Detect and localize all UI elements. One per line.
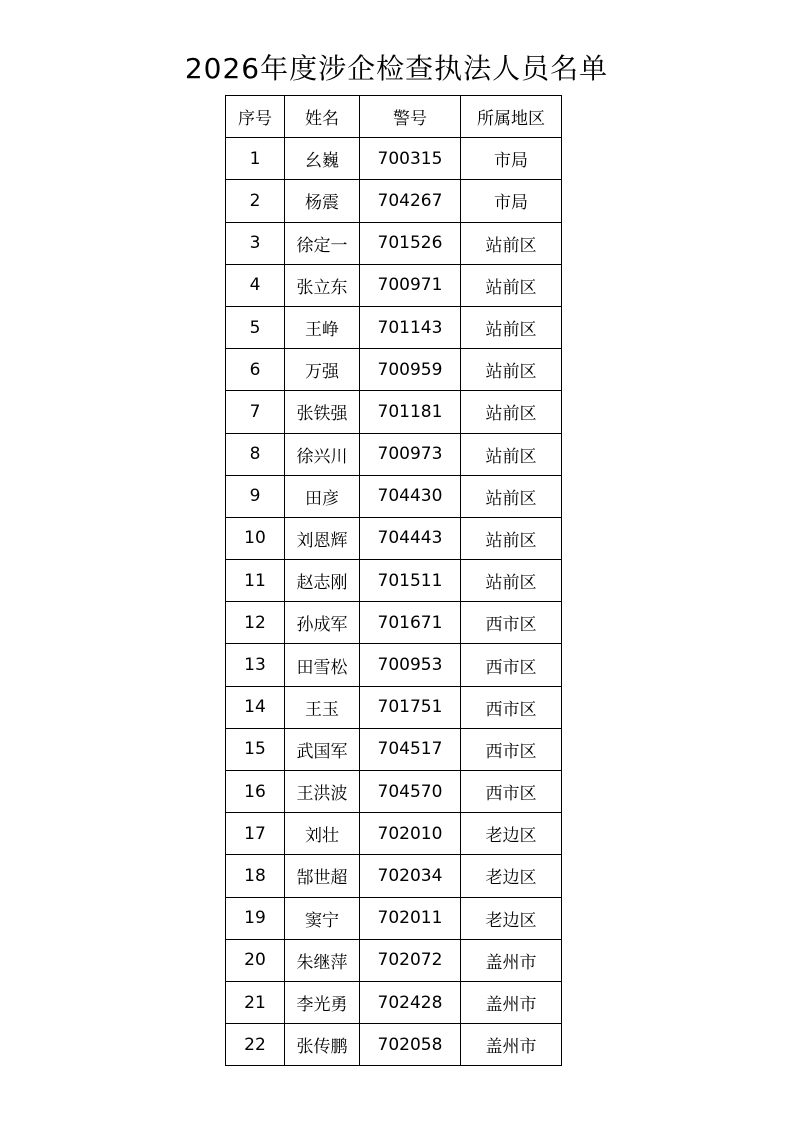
cell-name: 王洪波 [285,771,360,813]
cell-index: 22 [226,1024,285,1066]
cell-badge: 700959 [360,349,461,391]
table-row [226,686,562,728]
cell-badge: 700973 [360,433,461,475]
cell-index: 10 [226,517,285,559]
cell-name: 孙成军 [285,602,360,644]
cell-index: 5 [226,306,285,348]
cell-index: 2 [226,180,285,222]
cell-badge: 702058 [360,1024,461,1066]
cell-area: 站前区 [461,391,562,433]
table-row [226,475,562,517]
cell-badge: 700953 [360,644,461,686]
header-area: 所属地区 [461,96,562,138]
cell-area: 站前区 [461,349,562,391]
cell-name: 幺巍 [285,138,360,180]
cell-name: 徐兴川 [285,433,360,475]
cell-index: 9 [226,475,285,517]
cell-index: 15 [226,728,285,770]
table-row [226,897,562,939]
table-row [226,981,562,1023]
cell-name: 田彦 [285,475,360,517]
cell-name: 张铁强 [285,391,360,433]
table-row [226,306,562,348]
cell-index: 21 [226,981,285,1023]
header-index: 序号 [226,96,285,138]
cell-area: 西市区 [461,728,562,770]
cell-name: 郜世超 [285,855,360,897]
table-row [226,728,562,770]
cell-area: 站前区 [461,264,562,306]
cell-index: 4 [226,264,285,306]
cell-area: 站前区 [461,560,562,602]
table-header-row [226,96,562,138]
table-row [226,602,562,644]
cell-name: 万强 [285,349,360,391]
table-row [226,138,562,180]
cell-area: 老边区 [461,897,562,939]
cell-badge: 704267 [360,180,461,222]
cell-badge: 702072 [360,939,461,981]
table-row [226,644,562,686]
cell-area: 市局 [461,138,562,180]
cell-index: 16 [226,771,285,813]
cell-name: 赵志刚 [285,560,360,602]
cell-name: 田雪松 [285,644,360,686]
cell-name: 李光勇 [285,981,360,1023]
cell-badge: 701526 [360,222,461,264]
cell-area: 西市区 [461,771,562,813]
cell-badge: 702428 [360,981,461,1023]
cell-badge: 702010 [360,813,461,855]
cell-name: 张传鹏 [285,1024,360,1066]
cell-name: 张立东 [285,264,360,306]
cell-name: 刘恩辉 [285,517,360,559]
cell-name: 武国军 [285,728,360,770]
table-row [226,1024,562,1066]
table-row [226,771,562,813]
cell-badge: 701181 [360,391,461,433]
cell-badge: 702034 [360,855,461,897]
cell-index: 11 [226,560,285,602]
cell-badge: 704570 [360,771,461,813]
cell-name: 朱继萍 [285,939,360,981]
cell-name: 窦宁 [285,897,360,939]
document-title: 2026年度涉企检查执法人员名单 [184,52,609,85]
cell-badge: 704430 [360,475,461,517]
cell-area: 站前区 [461,306,562,348]
header-badge: 警号 [360,96,461,138]
table-row [226,222,562,264]
cell-name: 杨震 [285,180,360,222]
cell-area: 盖州市 [461,939,562,981]
table-row [226,391,562,433]
cell-area: 站前区 [461,517,562,559]
cell-index: 20 [226,939,285,981]
cell-badge: 701511 [360,560,461,602]
cell-area: 盖州市 [461,981,562,1023]
table-row [226,180,562,222]
cell-badge: 704517 [360,728,461,770]
table-row [226,517,562,559]
table-row [226,939,562,981]
cell-index: 14 [226,686,285,728]
cell-area: 盖州市 [461,1024,562,1066]
cell-area: 老边区 [461,855,562,897]
cell-name: 徐定一 [285,222,360,264]
cell-area: 市局 [461,180,562,222]
cell-area: 站前区 [461,433,562,475]
cell-badge: 701671 [360,602,461,644]
cell-area: 站前区 [461,222,562,264]
cell-name: 王峥 [285,306,360,348]
table-row [226,349,562,391]
header-name: 姓名 [285,96,360,138]
cell-badge: 704443 [360,517,461,559]
cell-area: 老边区 [461,813,562,855]
cell-area: 站前区 [461,475,562,517]
cell-badge: 700315 [360,138,461,180]
cell-badge: 701751 [360,686,461,728]
cell-badge: 701143 [360,306,461,348]
cell-name: 王玉 [285,686,360,728]
table-row [226,264,562,306]
cell-area: 西市区 [461,686,562,728]
cell-index: 7 [226,391,285,433]
cell-badge: 702011 [360,897,461,939]
cell-index: 8 [226,433,285,475]
cell-badge: 700971 [360,264,461,306]
table-row [226,433,562,475]
cell-index: 13 [226,644,285,686]
cell-index: 19 [226,897,285,939]
cell-index: 18 [226,855,285,897]
cell-index: 17 [226,813,285,855]
cell-area: 西市区 [461,602,562,644]
cell-name: 刘壮 [285,813,360,855]
table-row [226,560,562,602]
cell-index: 3 [226,222,285,264]
table-row [226,855,562,897]
cell-index: 12 [226,602,285,644]
cell-index: 6 [226,349,285,391]
cell-area: 西市区 [461,644,562,686]
table-row [226,813,562,855]
cell-index: 1 [226,138,285,180]
table-body [226,138,562,1066]
personnel-table [225,95,562,1066]
